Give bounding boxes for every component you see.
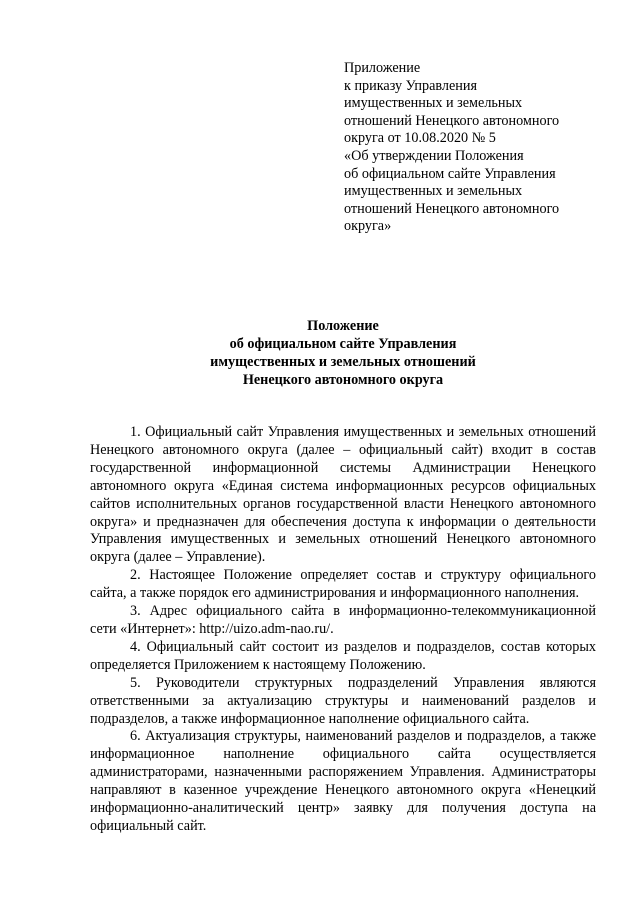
appendix-line: Приложение [344,60,421,76]
title-line: Ненецкого автономного округа [242,372,444,388]
appendix-line: имущественных и земельных [344,183,523,200]
appendix-line: округа» [344,218,392,235]
paragraph-2: 2. Настоящее Положение определяет состав и структуру официального сайта, а также порядок его администрирования и информационного наполнения. [90,567,596,602]
paragraph-1: 1. Официальный сайт Управления имущественных и земельных отношений Ненецкого автономного округа (далее – официальный сайт) входит в состав государственной информационной системы Администрации Ненецкого автономного округа «Единая система информационных ресурсов официальных сайтов исполнительных органов государственной власти Ненецкого автономного округа» и предназначен для обеспечения доступа к информации о деятельности Управления имущественных и земельных отношений Ненецкого автономного округа (далее – Управление). [90,424,596,566]
document-body [90,424,596,836]
appendix-line: имущественных и земельных [344,95,523,112]
title-line: об официальном сайте Управления [229,336,457,352]
appendix-header [344,60,604,236]
appendix-line: округа от 10.08.2020 № 5 [344,130,496,147]
paragraph-4: 4. Официальный сайт состоит из разделов и подразделов, состав которых определяется Приложением к настоящему Положению. [90,638,596,673]
paragraph-6: 6. Актуализация структуры, наименований разделов и подразделов, а также информационное наполнение официального сайта осуществляется администраторами, назначенными распоряжением Управления. Администраторы направляют в казенное учреждение Ненецкого автономного округа «Ненецкий информационно-аналитический центр» заявку для получения доступа на официальный сайт. [90,728,596,834]
paragraph-5: 5. Руководители структурных подразделений Управления являются ответственными за актуализацию структуры и наименований разделов и подразделов, а также информационное наполнение официального сайта. [90,674,596,727]
document-title [90,317,596,389]
appendix-line: отношений Ненецкого автономного [344,112,560,129]
appendix-line: отношений Ненецкого автономного [344,200,560,217]
title-line: Положение [307,318,379,334]
title-line: имущественных и земельных отношений [210,354,476,370]
appendix-line: об официальном сайте Управления [344,165,556,182]
appendix-line: к приказу Управления [344,77,478,94]
paragraph-3: 3. Адрес официального сайта в информационно-телекоммуникационной сети «Интернет»: http://uizo.adm-nao.ru/. [90,603,596,637]
appendix-line: «Об утверждении Положения [344,147,524,164]
